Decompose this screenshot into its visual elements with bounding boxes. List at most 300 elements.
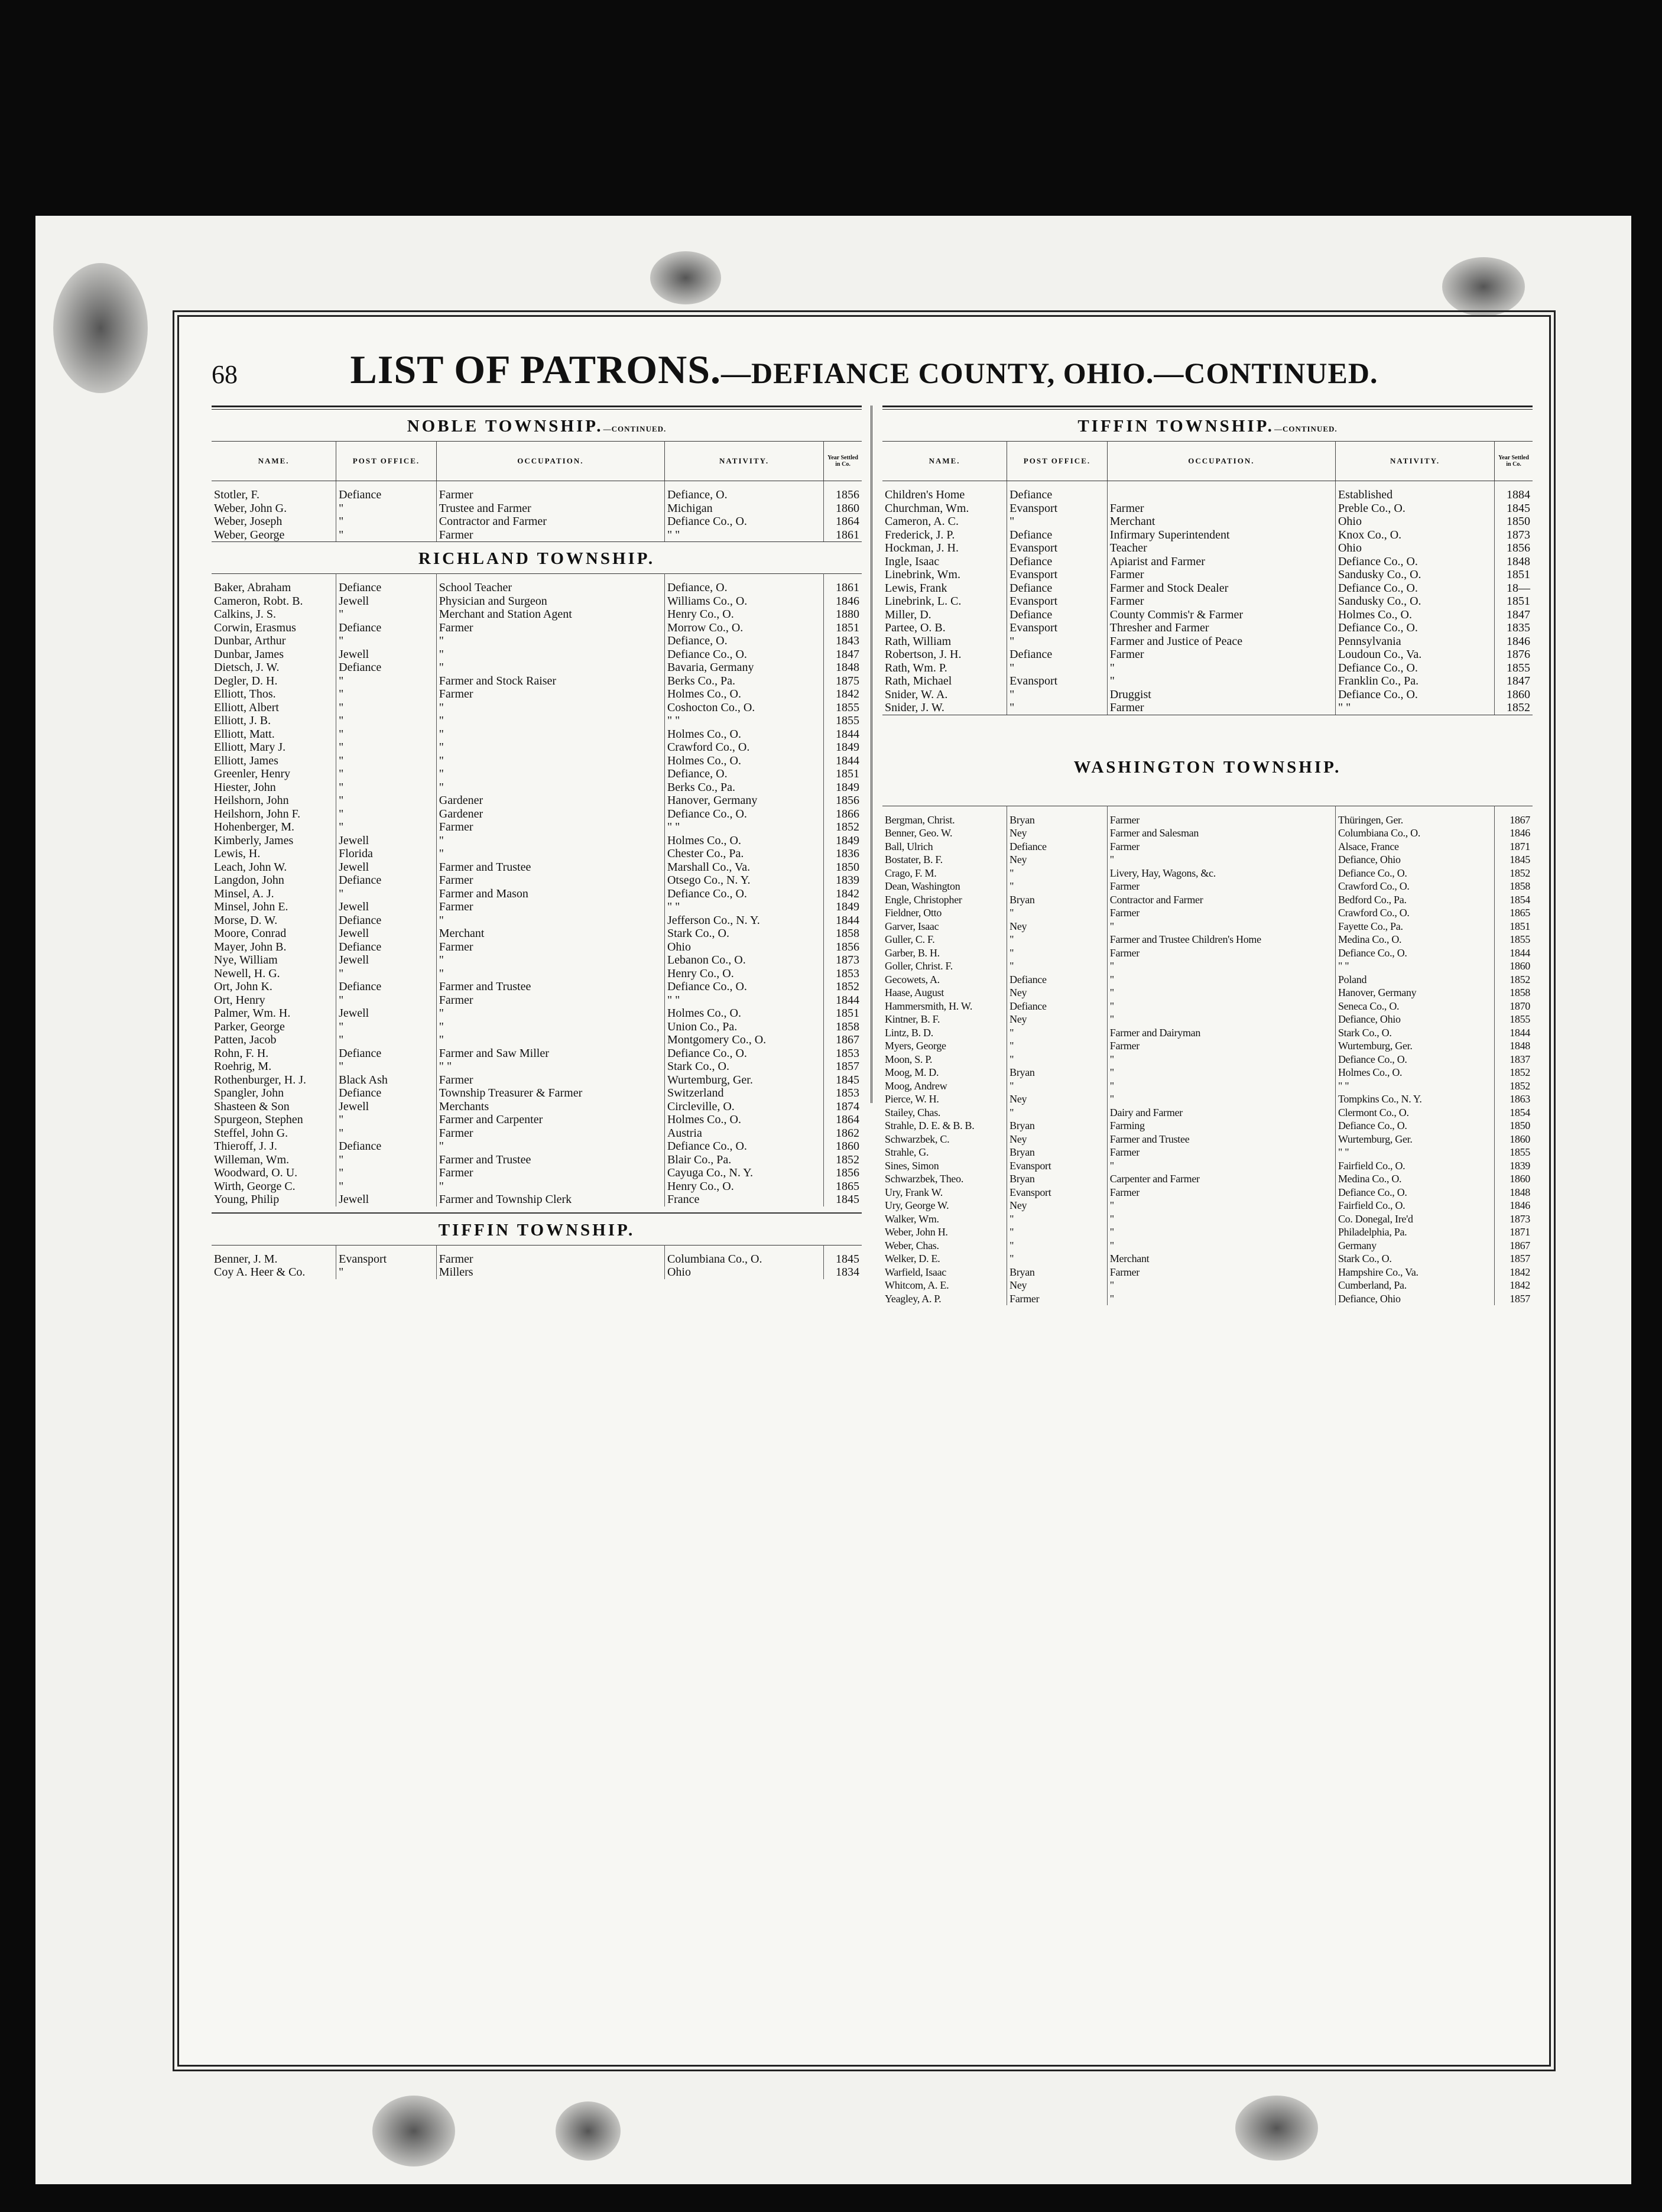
ink-smudge <box>1442 257 1525 316</box>
occupation: Farmer <box>1107 595 1335 608</box>
post-office: " <box>336 741 437 754</box>
table-row <box>882 893 1533 907</box>
table-row <box>212 1113 862 1127</box>
patron-name: Cameron, A. C. <box>882 515 1007 528</box>
year-settled: 1849 <box>836 900 859 913</box>
table-row <box>212 1047 862 1060</box>
table-row <box>212 887 862 901</box>
table-row <box>882 959 1533 973</box>
occupation: " <box>1107 973 1335 987</box>
patron-name: Rath, Michael <box>882 674 1007 688</box>
col-header-occupation: OCCUPATION. <box>1107 442 1335 481</box>
post-office: Jewell <box>336 900 437 914</box>
nativity: Philadelphia, Pa. <box>1335 1225 1494 1239</box>
post-office: Ney <box>1007 986 1108 1000</box>
nativity: Stark Co., O. <box>1335 1252 1494 1266</box>
occupation: " <box>436 1007 664 1020</box>
occupation: " <box>1107 986 1335 1000</box>
year-settled: 1848 <box>1510 1040 1530 1052</box>
post-office: Ney <box>1007 1133 1108 1146</box>
nativity: Chester Co., Pa. <box>664 847 823 861</box>
occupation: Druggist <box>1107 688 1335 702</box>
year-settled: 1858 <box>836 927 859 940</box>
year-settled: 1851 <box>1507 568 1530 581</box>
year-settled: 1871 <box>1510 1226 1530 1238</box>
occupation: " <box>1107 1239 1335 1253</box>
nativity: Holmes Co., O. <box>1335 1066 1494 1079</box>
patron-name: Weber, John H. <box>882 1225 1007 1239</box>
table-row <box>212 741 862 754</box>
patron-name: Pierce, W. H. <box>882 1092 1007 1106</box>
table-row <box>882 1119 1533 1133</box>
patron-name: Elliott, Thos. <box>212 687 336 701</box>
occupation: Farmer <box>436 1245 664 1266</box>
table-row <box>212 728 862 741</box>
patron-name: Heilshorn, John <box>212 794 336 807</box>
patron-name: Ort, Henry <box>212 994 336 1007</box>
post-office: Defiance <box>336 874 437 887</box>
patron-name: Minsel, John E. <box>212 900 336 914</box>
patron-name: Kintner, B. F. <box>882 1013 1007 1026</box>
table-row <box>882 1239 1533 1253</box>
nativity: Sandusky Co., O. <box>1335 568 1494 582</box>
year-settled: 1857 <box>1510 1253 1530 1264</box>
patron-name: Ingle, Isaac <box>882 555 1007 569</box>
col-header-year: Year Settled in Co. <box>824 442 862 481</box>
table-row <box>212 502 862 515</box>
occupation: Farmer <box>436 900 664 914</box>
year-settled: 1847 <box>1507 674 1530 687</box>
nativity: Defiance Co., O. <box>664 515 823 528</box>
year-settled: 1853 <box>836 1086 859 1099</box>
post-office: " <box>336 994 437 1007</box>
post-office: Defiance <box>1007 648 1108 661</box>
post-office: Bryan <box>1007 806 1108 826</box>
post-office: Ney <box>1007 826 1108 840</box>
post-office: " <box>336 714 437 728</box>
table-row <box>882 867 1533 880</box>
occupation: " <box>1107 661 1335 675</box>
rule <box>212 406 862 410</box>
table-row <box>212 1140 862 1153</box>
occupation: Farmer <box>1107 502 1335 515</box>
year-settled: 1884 <box>1507 488 1530 501</box>
table-richland <box>212 573 862 1206</box>
patron-name: Guller, C. F. <box>882 933 1007 946</box>
patron-name: Degler, D. H. <box>212 674 336 688</box>
title-main: LIST OF PATRONS. <box>350 347 722 392</box>
table-row <box>882 1013 1533 1026</box>
year-settled: 1856 <box>836 794 859 807</box>
year-settled: 1854 <box>1510 1106 1530 1118</box>
post-office: " <box>336 1266 437 1279</box>
patron-name: Schwarzbek, C. <box>882 1133 1007 1146</box>
occupation: Farmer <box>436 528 664 542</box>
patron-name: Dietsch, J. W. <box>212 661 336 674</box>
occupation: " <box>436 754 664 768</box>
patron-name: Morse, D. W. <box>212 914 336 927</box>
col-header-nativity: NATIVITY. <box>664 442 823 481</box>
occupation: Physician and Surgeon <box>436 595 664 608</box>
year-settled: 1849 <box>836 741 859 754</box>
post-office: Jewell <box>336 648 437 661</box>
occupation: Contractor and Farmer <box>1107 893 1335 907</box>
occupation: Trustee and Farmer <box>436 502 664 515</box>
nativity: Bedford Co., Pa. <box>1335 893 1494 907</box>
year-settled: 1842 <box>1510 1266 1530 1278</box>
occupation: " <box>1107 1000 1335 1013</box>
patron-name: Heilshorn, John F. <box>212 807 336 821</box>
nativity: Holmes Co., O. <box>664 754 823 768</box>
table-row <box>212 781 862 794</box>
table-row <box>882 1252 1533 1266</box>
year-settled: 1845 <box>1510 854 1530 865</box>
post-office: Evansport <box>1007 674 1108 688</box>
occupation: Farmer and Justice of Peace <box>1107 635 1335 648</box>
year-settled: 1842 <box>836 887 859 900</box>
patron-name: Palmer, Wm. H. <box>212 1007 336 1020</box>
occupation: Farmer and Stock Dealer <box>1107 582 1335 595</box>
table-row <box>882 1146 1533 1159</box>
nativity: Williams Co., O. <box>664 595 823 608</box>
patron-name: Elliott, J. B. <box>212 714 336 728</box>
post-office: " <box>1007 635 1108 648</box>
table-row <box>212 574 862 595</box>
patron-name: Robertson, J. H. <box>882 648 1007 661</box>
post-office: " <box>1007 515 1108 528</box>
nativity: Germany <box>1335 1239 1494 1253</box>
post-office: Jewell <box>336 953 437 967</box>
occupation: Farmer <box>1107 568 1335 582</box>
year-settled: 1880 <box>836 608 859 621</box>
table-tiffin-continued <box>882 441 1533 715</box>
post-office: Evansport <box>1007 621 1108 635</box>
patron-name: Warfield, Isaac <box>882 1266 1007 1279</box>
occupation: Farmer <box>1107 701 1335 715</box>
patron-name: Corwin, Erasmus <box>212 621 336 635</box>
occupation: " <box>436 661 664 674</box>
left-column <box>212 406 862 1279</box>
post-office: " <box>336 502 437 515</box>
table-row <box>212 634 862 648</box>
table-row <box>882 1133 1533 1146</box>
nativity: Otsego Co., N. Y. <box>664 874 823 887</box>
occupation: Livery, Hay, Wagons, &c. <box>1107 867 1335 880</box>
year-settled: 1842 <box>1510 1279 1530 1291</box>
year-settled: 1873 <box>1507 528 1530 541</box>
table-row <box>882 1092 1533 1106</box>
nativity: Defiance, Ohio <box>1335 1013 1494 1026</box>
patron-name: Elliott, Albert <box>212 701 336 715</box>
year-settled: 1866 <box>836 807 859 820</box>
year-settled: 1855 <box>1510 1013 1530 1025</box>
patron-name: Dunbar, Arthur <box>212 634 336 648</box>
nativity: Wurtemburg, Ger. <box>664 1073 823 1087</box>
occupation: " <box>436 914 664 927</box>
table-row <box>882 1279 1533 1292</box>
year-settled: 1874 <box>836 1099 859 1113</box>
year-settled: 1846 <box>1510 827 1530 839</box>
patron-name: Snider, W. A. <box>882 688 1007 702</box>
patron-name: Ort, John K. <box>212 980 336 994</box>
post-office: Jewell <box>336 927 437 940</box>
year-settled: 1855 <box>1510 1146 1530 1158</box>
year-settled: 1861 <box>836 528 859 541</box>
occupation: Farmer <box>436 940 664 954</box>
table-row <box>212 515 862 528</box>
patron-name: Steffel, John G. <box>212 1127 336 1140</box>
occupation: " <box>1107 1053 1335 1066</box>
year-settled: 1835 <box>1507 621 1530 634</box>
page-number: 68 <box>212 360 238 389</box>
nativity: Defiance Co., O. <box>1335 688 1494 702</box>
occupation: Farmer and Saw Miller <box>436 1047 664 1060</box>
patron-name: Weber, Joseph <box>212 515 336 528</box>
year-settled: 1847 <box>1507 608 1530 621</box>
table-row <box>212 914 862 927</box>
occupation: Farmer and Trustee <box>436 1153 664 1167</box>
patron-name: Moore, Conrad <box>212 927 336 940</box>
table-row <box>882 1039 1533 1053</box>
post-office: Ney <box>1007 920 1108 933</box>
patron-name: Rohn, F. H. <box>212 1047 336 1060</box>
patron-name: Leach, John W. <box>212 861 336 874</box>
post-office: " <box>336 1033 437 1047</box>
post-office: Bryan <box>1007 1066 1108 1079</box>
table-row <box>882 582 1533 595</box>
table-row <box>882 840 1533 854</box>
patron-name: Newell, H. G. <box>212 967 336 981</box>
occupation: " <box>1107 959 1335 973</box>
patron-name: Welker, D. E. <box>882 1252 1007 1266</box>
patron-name: Thieroff, J. J. <box>212 1140 336 1153</box>
nativity: Berks Co., Pa. <box>664 781 823 794</box>
occupation: Merchant <box>436 927 664 940</box>
year-settled: 1851 <box>836 621 859 634</box>
post-office: Jewell <box>336 1100 437 1114</box>
post-office: " <box>1007 1079 1108 1093</box>
post-office: Evansport <box>1007 502 1108 515</box>
table-row <box>212 701 862 715</box>
year-settled: 1834 <box>836 1266 859 1279</box>
nativity: Franklin Co., Pa. <box>1335 674 1494 688</box>
nativity: Ohio <box>664 940 823 954</box>
nativity: Henry Co., O. <box>664 608 823 621</box>
patron-name: Wirth, George C. <box>212 1180 336 1193</box>
patron-name: Minsel, A. J. <box>212 887 336 901</box>
post-office: " <box>1007 1106 1108 1120</box>
year-settled: 1845 <box>836 1193 859 1206</box>
post-office: " <box>336 674 437 688</box>
year-settled: 1860 <box>836 1140 859 1153</box>
nativity: Defiance, O. <box>664 481 823 502</box>
year-settled: 1845 <box>836 1073 859 1086</box>
year-settled: 1867 <box>1510 1239 1530 1251</box>
nativity: Stark Co., O. <box>1335 1026 1494 1040</box>
table-row <box>212 1153 862 1167</box>
patron-name: Dean, Washington <box>882 880 1007 893</box>
col-header-post-office: POST OFFICE. <box>1007 442 1108 481</box>
nativity: Ohio <box>1335 541 1494 555</box>
nativity: Crawford Co., O. <box>1335 906 1494 920</box>
patron-name: Rath, Wm. P. <box>882 661 1007 675</box>
nativity: Defiance Co., O. <box>664 980 823 994</box>
occupation: Farmer and Mason <box>436 887 664 901</box>
post-office: Florida <box>336 847 437 861</box>
patron-name: Willeman, Wm. <box>212 1153 336 1167</box>
post-office: " <box>336 728 437 741</box>
patron-name: Hockman, J. H. <box>882 541 1007 555</box>
occupation: Farmer <box>1107 946 1335 960</box>
post-office: Ney <box>1007 1013 1108 1026</box>
col-header-occupation: OCCUPATION. <box>436 442 664 481</box>
nativity: Loudoun Co., Va. <box>1335 648 1494 661</box>
post-office: Bryan <box>1007 1119 1108 1133</box>
nativity: Defiance Co., O. <box>1335 1186 1494 1199</box>
patron-name: Rothenburger, H. J. <box>212 1073 336 1087</box>
post-office: Bryan <box>1007 1172 1108 1186</box>
post-office: Defiance <box>336 661 437 674</box>
occupation: Thresher and Farmer <box>1107 621 1335 635</box>
year-settled: 1839 <box>1510 1159 1530 1172</box>
table-row <box>212 1266 862 1279</box>
table-row <box>212 807 862 821</box>
post-office: " <box>336 1060 437 1073</box>
year-settled: 1848 <box>1510 1186 1530 1198</box>
table-row <box>882 555 1533 569</box>
occupation: " <box>436 767 664 781</box>
table-row <box>212 595 862 608</box>
table-row <box>212 1007 862 1020</box>
year-settled: 1843 <box>836 634 859 647</box>
occupation: " <box>436 634 664 648</box>
table-row <box>882 621 1533 635</box>
table-row <box>882 541 1533 555</box>
table-row <box>882 806 1533 826</box>
nativity: Crawford Co., O. <box>664 741 823 754</box>
table-row <box>882 1172 1533 1186</box>
occupation: Farmer and Township Clerk <box>436 1193 664 1206</box>
patron-name: Myers, George <box>882 1039 1007 1053</box>
occupation: Farmer <box>1107 1039 1335 1053</box>
nativity: Hanover, Germany <box>1335 986 1494 1000</box>
year-settled: 1855 <box>1510 933 1530 945</box>
patron-name: Gecowets, A. <box>882 973 1007 987</box>
patron-name: Yeagley, A. P. <box>882 1292 1007 1306</box>
nativity: Berks Co., Pa. <box>664 674 823 688</box>
occupation: " <box>1107 1066 1335 1079</box>
nativity: Defiance Co., O. <box>664 887 823 901</box>
occupation: Contractor and Farmer <box>436 515 664 528</box>
year-settled: 1852 <box>836 980 859 993</box>
year-settled: 1852 <box>1510 973 1530 985</box>
occupation: Farmer <box>436 621 664 635</box>
patron-name: Strahle, G. <box>882 1146 1007 1159</box>
nativity: Alsace, France <box>1335 840 1494 854</box>
year-settled: 1867 <box>1510 813 1530 826</box>
occupation: Apiarist and Farmer <box>1107 555 1335 569</box>
post-office: Evansport <box>1007 1186 1108 1199</box>
post-office: Defiance <box>336 574 437 595</box>
post-office: Evansport <box>1007 1159 1108 1173</box>
post-office: " <box>336 807 437 821</box>
table-row <box>212 1166 862 1180</box>
patron-name: Benner, Geo. W. <box>882 826 1007 840</box>
nativity: Henry Co., O. <box>664 967 823 981</box>
year-settled: 1844 <box>836 993 859 1007</box>
year-settled: 1860 <box>1510 1173 1530 1185</box>
occupation: " <box>1107 920 1335 933</box>
nativity: Blair Co., Pa. <box>664 1153 823 1167</box>
occupation: Farmer and Trustee <box>1107 1133 1335 1146</box>
table-row <box>212 1193 862 1206</box>
occupation: Farmer <box>436 1127 664 1140</box>
page-frame <box>177 315 1551 2067</box>
patron-name: Parker, George <box>212 1020 336 1034</box>
section-title-noble: NOBLE TOWNSHIP.—CONTINUED. <box>407 417 667 436</box>
year-settled: 1844 <box>836 913 859 927</box>
nativity: Union Co., Pa. <box>664 1020 823 1034</box>
table-row <box>882 1000 1533 1013</box>
occupation: Merchant <box>1107 515 1335 528</box>
year-settled: 1844 <box>1510 946 1530 959</box>
occupation: Farmer <box>1107 880 1335 893</box>
year-settled: 1865 <box>1510 907 1530 919</box>
table-row <box>212 994 862 1007</box>
section-title-richland: RICHLAND TOWNSHIP. <box>212 541 862 573</box>
year-settled: 1864 <box>836 1113 859 1126</box>
occupation: Farmer <box>436 481 664 502</box>
year-settled: 1865 <box>836 1179 859 1193</box>
post-office: " <box>336 515 437 528</box>
occupation: " " <box>436 1060 664 1073</box>
nativity: " " <box>1335 959 1494 973</box>
nativity: " " <box>664 994 823 1007</box>
table-row <box>882 826 1533 840</box>
table-row <box>882 880 1533 893</box>
post-office: Jewell <box>336 595 437 608</box>
occupation: Gardener <box>436 794 664 807</box>
nativity: Bavaria, Germany <box>664 661 823 674</box>
nativity: Defiance Co., O. <box>1335 621 1494 635</box>
post-office: " <box>336 1166 437 1180</box>
post-office: " <box>336 887 437 901</box>
occupation: Farmer <box>1107 906 1335 920</box>
year-settled: 1863 <box>1510 1093 1530 1105</box>
col-header-nativity: NATIVITY. <box>1335 442 1494 481</box>
column-divider <box>871 406 872 1103</box>
table-row <box>212 820 862 834</box>
year-settled: 1853 <box>836 1046 859 1060</box>
nativity: Montgomery Co., O. <box>664 1033 823 1047</box>
year-settled: 1849 <box>836 833 859 847</box>
year-settled: 1844 <box>1510 1026 1530 1039</box>
year-settled: 1851 <box>836 767 859 780</box>
nativity: Jefferson Co., N. Y. <box>664 914 823 927</box>
occupation: Farmer <box>1107 1186 1335 1199</box>
year-settled: 1848 <box>836 661 859 674</box>
post-office: " <box>336 528 437 542</box>
table-row <box>212 714 862 728</box>
nativity: Ohio <box>664 1266 823 1279</box>
post-office: " <box>1007 867 1108 880</box>
ink-smudge <box>372 2096 455 2166</box>
table-row <box>212 674 862 688</box>
patron-name: Ury, George W. <box>882 1199 1007 1212</box>
occupation: " <box>436 1033 664 1047</box>
post-office: Jewell <box>336 1193 437 1206</box>
occupation: " <box>436 701 664 715</box>
